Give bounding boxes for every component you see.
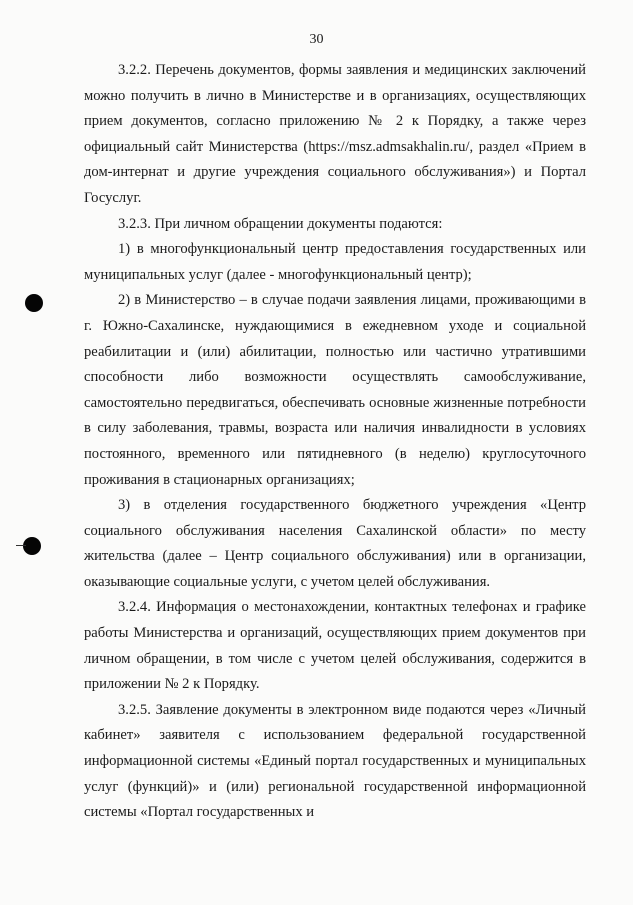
punch-hole-mark (25, 294, 43, 312)
paragraph-3-2-4: 3.2.4. Информация о местонахождении, контактных телефонах и графике работы Министерства и организаций, осуществляющих прием документов при личном обращении, в том числе с учетом целей обслуживания, содержится в приложении № 2 к Порядку. (84, 599, 586, 693)
punch-hole-mark (23, 537, 41, 555)
scan-mark (16, 545, 26, 546)
list-item-2: 2) в Министерство – в случае подачи заявления лицами, проживающими в г. Южно-Сахалинске, нуждающимися в ежедневном уходе и социальной реабилитации и (или) абилитации, полностью или частично утратившими способности либо возможности осуществлять самообслуживание, самостоятельно передвигаться, обеспечивать основные жизненные потребности в силу заболевания, травмы, возраста или наличия инвалидности в условиях постоянного, временного или пятидневного (в неделю) круглосуточного проживания в стационарных организациях; (84, 292, 586, 488)
document-body (84, 58, 586, 826)
paragraph-3-2-3: 3.2.3. При личном обращении документы подаются: (118, 215, 443, 232)
paragraph-3-2-2: 3.2.2. Перечень документов, формы заявления и медицинских заключений можно получить в лично в Министерстве и в организациях, осуществляющих прием документов, согласно приложению № 2 к Порядку, а также через официальный сайт Министерства (https://msz.admsakhalin.ru/, раздел «Прием в дом-интернат и другие учреждения социального обслуживания») и Портал Госуслуг. (84, 62, 586, 206)
list-item-1: 1) в многофункциональный центр предоставления государственных или муниципальных услуг (далее - многофункциональный центр); (84, 241, 586, 283)
paragraph-3-2-5: 3.2.5. Заявление документы в электронном виде подаются через «Личный кабинет» заявителя с использованием федеральной государственной информационной системы «Единый портал государственных и муниципальных услуг (функций)» и (или) региональной государственной информационной системы «Портал государственных и (84, 701, 586, 821)
page-number: 30 (309, 32, 324, 47)
list-item-3: 3) в отделения государственного бюджетного учреждения «Центр социального обслуживания населения Сахалинской области» по месту жительства (далее – Центр социального обслуживания) или в организации, оказывающие социальные услуги, с учетом целей обслуживания. (84, 497, 586, 590)
